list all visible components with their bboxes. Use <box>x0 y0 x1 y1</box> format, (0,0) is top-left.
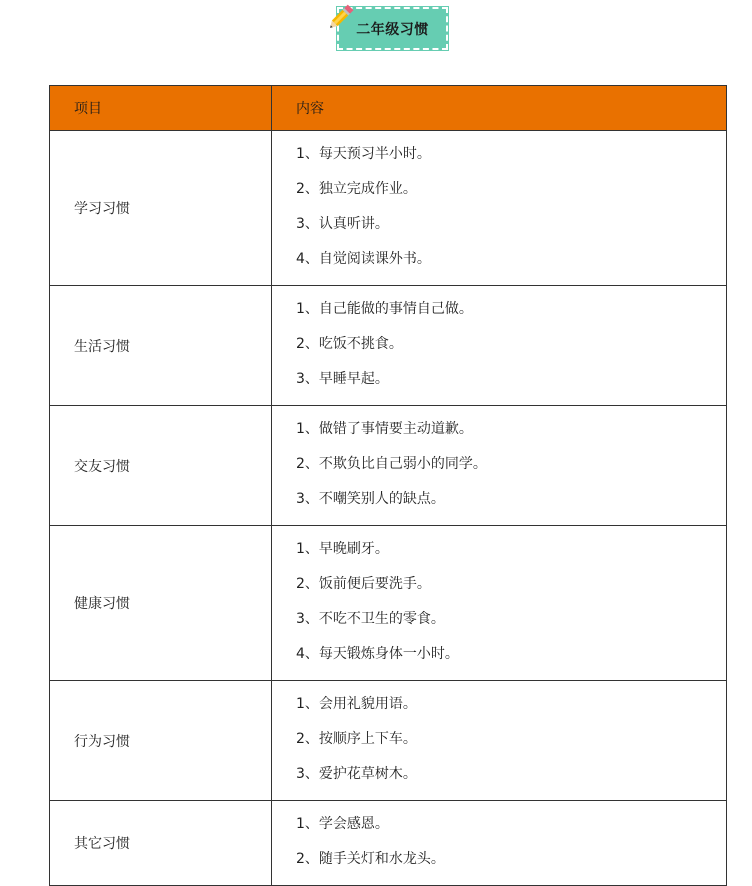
category-cell: 健康习惯 <box>50 526 272 681</box>
table-row <box>50 131 727 286</box>
title-area <box>337 7 448 50</box>
list-item: 3、早睡早起。 <box>296 371 389 387</box>
list-item: 2、独立完成作业。 <box>296 181 417 197</box>
list-item: 1、学会感恩。 <box>296 816 389 832</box>
table-header-row <box>50 86 727 131</box>
content-cell <box>272 801 727 886</box>
list-item: 3、认真听讲。 <box>296 216 389 232</box>
list-item: 2、吃饭不挑食。 <box>296 336 403 352</box>
table-row <box>50 801 727 886</box>
category-cell: 交友习惯 <box>50 406 272 526</box>
list-item: 2、饭前便后要洗手。 <box>296 576 431 592</box>
content-cell <box>272 131 727 286</box>
list-item: 1、每天预习半小时。 <box>296 146 431 162</box>
content-cell <box>272 406 727 526</box>
list-item: 1、自己能做的事情自己做。 <box>296 301 473 317</box>
category-cell: 行为习惯 <box>50 681 272 801</box>
habit-list <box>296 532 726 672</box>
list-item: 2、不欺负比自己弱小的同学。 <box>296 456 487 472</box>
page-title: 二年级习惯 <box>356 21 429 38</box>
content-cell <box>272 526 727 681</box>
table-row <box>50 406 727 526</box>
list-item: 2、按顺序上下车。 <box>296 731 417 747</box>
category-cell: 学习习惯 <box>50 131 272 286</box>
list-item: 1、做错了事情要主动道歉。 <box>296 421 473 437</box>
habit-list <box>296 687 726 792</box>
habits-table <box>49 85 727 886</box>
list-item: 3、不吃不卫生的零食。 <box>296 611 445 627</box>
content-cell <box>272 286 727 406</box>
category-cell: 其它习惯 <box>50 801 272 886</box>
list-item: 4、自觉阅读课外书。 <box>296 251 431 267</box>
pencil-icon <box>323 1 357 35</box>
habit-list <box>296 292 726 397</box>
list-item: 3、爱护花草树木。 <box>296 766 417 782</box>
list-item: 4、每天锻炼身体一小时。 <box>296 646 459 662</box>
habit-list <box>296 137 726 277</box>
list-item: 2、随手关灯和水龙头。 <box>296 851 445 867</box>
table-row <box>50 681 727 801</box>
header-content: 内容 <box>272 86 727 131</box>
habit-list <box>296 807 726 877</box>
habit-list <box>296 412 726 517</box>
table-row <box>50 286 727 406</box>
list-item: 1、早晚刷牙。 <box>296 541 389 557</box>
table-row <box>50 526 727 681</box>
list-item: 1、会用礼貌用语。 <box>296 696 417 712</box>
category-cell: 生活习惯 <box>50 286 272 406</box>
content-cell <box>272 681 727 801</box>
header-category: 项目 <box>50 86 272 131</box>
list-item: 3、不嘲笑别人的缺点。 <box>296 491 445 507</box>
